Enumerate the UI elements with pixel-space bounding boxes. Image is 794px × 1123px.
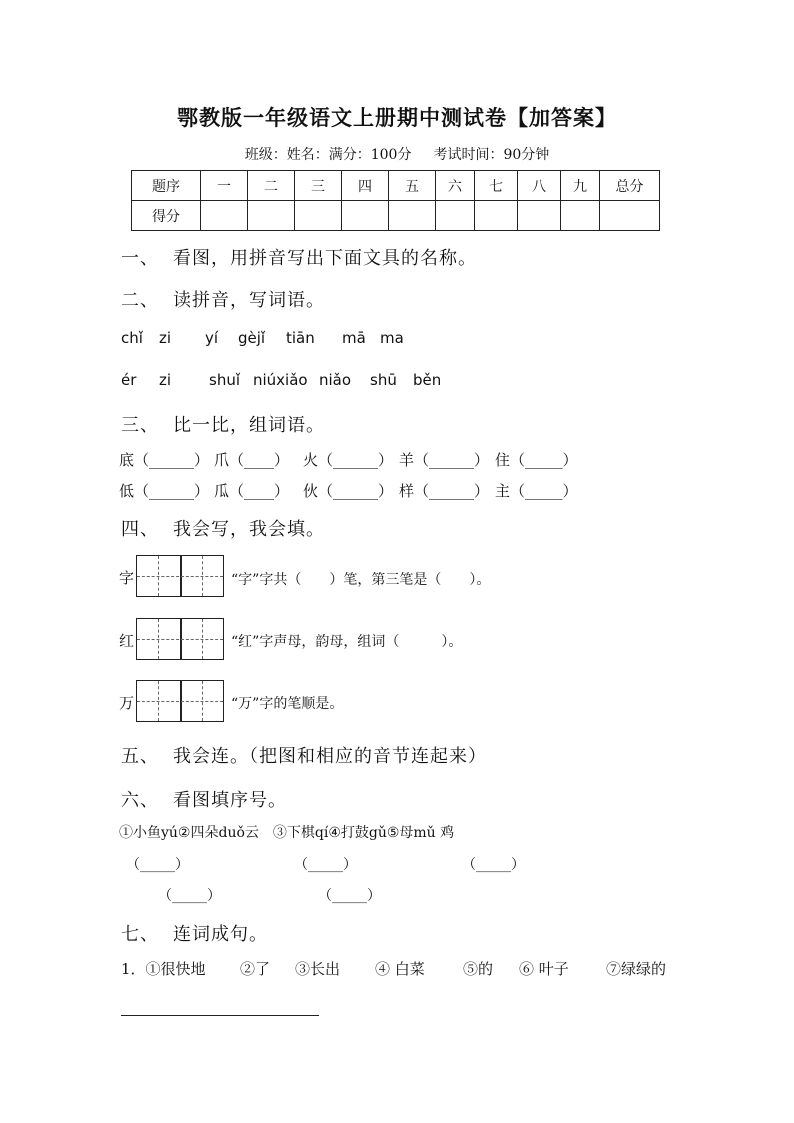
pinyin-syllable: shuǐ xyxy=(209,371,240,389)
compare-item: 底（______） xyxy=(119,451,210,469)
compare-item: 瓜（____） xyxy=(214,482,290,500)
score-header-cell: 五 xyxy=(389,171,436,201)
pinyin-row-2 xyxy=(0,371,794,393)
compare-item: 伙（______） xyxy=(303,482,394,500)
score-row-label: 得分 xyxy=(132,201,201,231)
score-header-cell: 三 xyxy=(295,171,342,201)
answer-blank[interactable]: （_____） xyxy=(462,857,525,873)
write-char: 万 xyxy=(119,694,135,712)
score-header-cell: 六 xyxy=(436,171,475,201)
compare-item: 火（______） xyxy=(303,451,394,469)
score-header-cell: 七 xyxy=(475,171,518,201)
compare-item: 爪（____） xyxy=(214,451,290,469)
word-item: ⑤的 xyxy=(463,960,494,978)
score-header-total: 总分 xyxy=(600,171,660,201)
score-cell[interactable] xyxy=(561,201,600,231)
section-3-heading xyxy=(121,411,325,437)
section-text: 比一比，组词语。 xyxy=(173,415,325,436)
section-4-heading xyxy=(121,515,325,541)
compare-item: 样（______） xyxy=(399,482,490,500)
word-item: ④ 白菜 xyxy=(375,960,425,978)
score-cell[interactable] xyxy=(295,201,342,231)
write-question: “万”字的笔顺是。 xyxy=(231,696,344,712)
pinyin-syllable: niúxiǎo xyxy=(253,371,308,389)
score-header-cell: 九 xyxy=(561,171,600,201)
section-text: 我会连。（把图和相应的音节连起来） xyxy=(173,746,487,767)
score-cell[interactable] xyxy=(518,201,561,231)
section-text: 连词成句。 xyxy=(173,924,268,945)
answer-blank[interactable]: （_____） xyxy=(158,888,221,904)
writing-grid[interactable] xyxy=(136,555,224,597)
pinyin-syllable: mā xyxy=(342,329,366,347)
score-cell[interactable] xyxy=(600,201,660,231)
sentence-words xyxy=(0,958,794,980)
score-cell[interactable] xyxy=(475,201,518,231)
pinyin-syllable: zi xyxy=(159,329,172,347)
section-text: 我会写，我会填。 xyxy=(173,519,325,540)
writing-grid[interactable] xyxy=(136,618,224,660)
word-item: 1．①很快地 xyxy=(121,960,206,978)
section-number: 三、 xyxy=(121,415,159,436)
compare-item: 主（_____） xyxy=(495,482,578,500)
section-5-heading xyxy=(121,742,487,768)
exam-meta xyxy=(0,144,794,164)
exam-info: 班级：姓名：满分：100分 xyxy=(244,147,412,163)
compare-item: 住（_____） xyxy=(495,451,578,469)
sentence-answer-line[interactable] xyxy=(121,1015,319,1016)
answer-blank[interactable]: （_____） xyxy=(294,857,357,873)
section-number: 二、 xyxy=(121,290,159,311)
section-2-heading xyxy=(121,286,325,312)
section-number: 六、 xyxy=(121,790,159,811)
section-number: 五、 xyxy=(121,746,159,767)
section-text: 看图，用拼音写出下面文具的名称。 xyxy=(173,248,477,269)
write-question: “红”字声母，韵母，组词（ ）。 xyxy=(231,634,463,650)
section-7-heading xyxy=(121,920,268,946)
score-cell[interactable] xyxy=(248,201,295,231)
pinyin-syllable: ma xyxy=(380,329,404,347)
pinyin-syllable: yí xyxy=(205,329,219,347)
score-cell[interactable] xyxy=(436,201,475,231)
write-question: “字”字共（ ）笔，第三笔是（ ）。 xyxy=(231,572,491,588)
exam-time: 考试时间：90分钟 xyxy=(433,147,550,163)
pinyin-row-1 xyxy=(0,329,794,351)
score-header-label: 题序 xyxy=(132,171,201,201)
answer-blank[interactable]: （_____） xyxy=(318,888,381,904)
section-6-heading xyxy=(121,786,287,812)
answer-blank[interactable]: （_____） xyxy=(126,857,189,873)
word-item: ⑦绿绿的 xyxy=(606,960,667,978)
page-title: 鄂教版一年级语文上册期中测试卷【加答案】 xyxy=(177,105,617,130)
pinyin-syllable: chǐ xyxy=(121,329,143,347)
pinyin-syllable: shū xyxy=(370,371,397,389)
score-value-row xyxy=(132,201,660,231)
pinyin-syllable: ér xyxy=(121,371,137,389)
score-cell[interactable] xyxy=(201,201,248,231)
compare-row-2 xyxy=(0,480,794,502)
score-header-cell: 二 xyxy=(248,171,295,201)
compare-item: 低（______） xyxy=(119,482,210,500)
score-header-cell: 四 xyxy=(342,171,389,201)
section-number: 一、 xyxy=(121,248,159,269)
section-text: 看图填序号。 xyxy=(173,790,287,811)
compare-row-1 xyxy=(0,449,794,471)
section-number: 七、 xyxy=(121,924,159,945)
write-char: 红 xyxy=(119,632,135,650)
pinyin-syllable: zi xyxy=(159,371,172,389)
section-1-heading xyxy=(121,244,477,270)
score-table xyxy=(131,170,660,231)
section-number: 四、 xyxy=(121,519,159,540)
section-text: 读拼音，写词语。 xyxy=(173,290,325,311)
picture-items: ①小鱼yú②四朵duǒ云 ③下棋qí④打鼓gǔ⑤母mǔ 鸡 xyxy=(119,825,455,841)
score-header-row xyxy=(132,171,660,201)
word-item: ⑥ 叶子 xyxy=(519,960,569,978)
score-cell[interactable] xyxy=(389,201,436,231)
writing-grid[interactable] xyxy=(136,680,224,722)
pinyin-syllable: niǎo xyxy=(319,371,352,389)
pinyin-syllable: běn xyxy=(413,371,442,389)
write-char: 字 xyxy=(119,569,135,587)
score-header-cell: 八 xyxy=(518,171,561,201)
pinyin-syllable: gèjǐ xyxy=(238,329,266,347)
score-header-cell: 一 xyxy=(201,171,248,201)
word-item: ②了 xyxy=(240,960,271,978)
score-cell[interactable] xyxy=(342,201,389,231)
pinyin-syllable: tiān xyxy=(286,329,315,347)
compare-item: 羊（______） xyxy=(399,451,490,469)
word-item: ③长出 xyxy=(295,960,341,978)
